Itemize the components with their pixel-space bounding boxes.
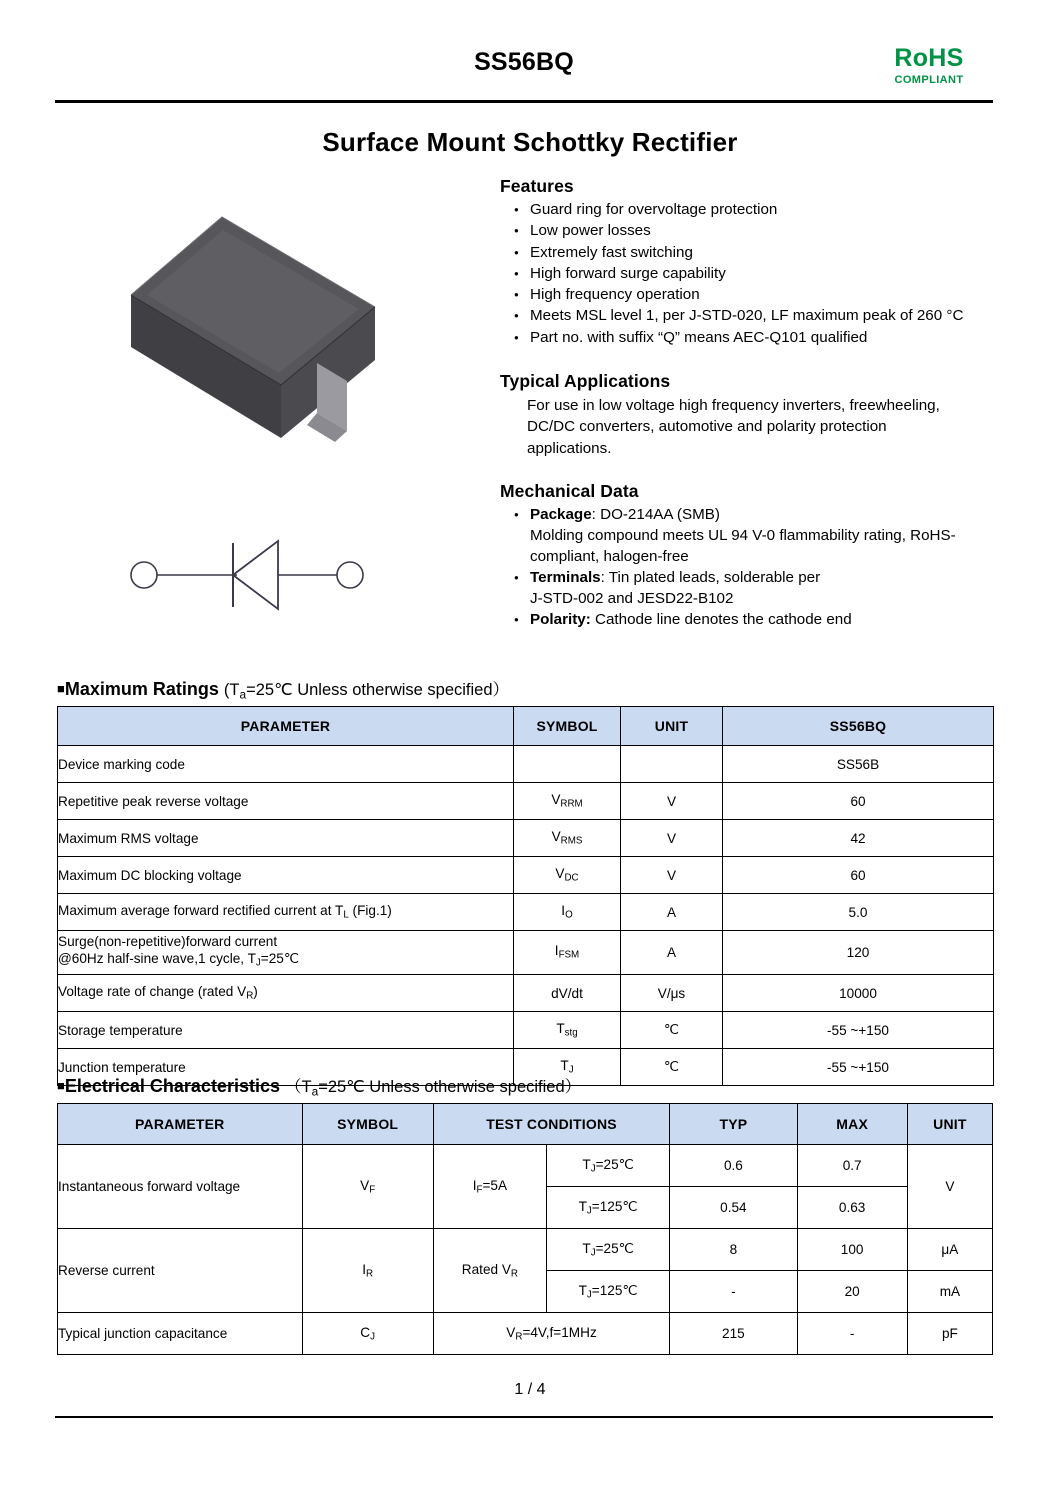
list-item: ● High frequency operation bbox=[514, 285, 970, 306]
list-item: ● Part no. with suffix “Q” means AEC-Q101 qualified bbox=[514, 328, 970, 349]
cell-unit: V bbox=[621, 783, 723, 820]
cell-value: 60 bbox=[723, 783, 994, 820]
cell-parameter: Storage temperature bbox=[58, 1012, 514, 1049]
table-row bbox=[58, 783, 994, 820]
cell-symbol: dV/dt bbox=[514, 975, 621, 1012]
table-row bbox=[58, 1229, 993, 1271]
page-title: Surface Mount Schottky Rectifier bbox=[322, 127, 738, 157]
mechanical-sep: : bbox=[600, 568, 605, 586]
cell-value: 5.0 bbox=[723, 894, 994, 931]
list-item bbox=[514, 610, 970, 631]
page-header bbox=[55, 44, 993, 100]
cell-unit: A bbox=[621, 931, 723, 975]
cell-condition: $I_F=5A$ bbox=[433, 1145, 546, 1229]
cell-parameter: Reverse current bbox=[58, 1229, 303, 1313]
rohs-logo bbox=[869, 46, 989, 86]
col-typ: TYP bbox=[670, 1104, 797, 1145]
mechanical-label: Polarity: bbox=[530, 611, 591, 629]
cell-parameter: Repetitive peak reverse voltage bbox=[58, 783, 514, 820]
col-unit: UNIT bbox=[621, 707, 723, 746]
list-item: ● Low power losses bbox=[514, 221, 970, 242]
table-header-row bbox=[58, 707, 994, 746]
table-row bbox=[58, 1012, 994, 1049]
list-item bbox=[514, 505, 970, 567]
mechanical-value: Cathode line denotes the cathode end bbox=[590, 611, 852, 629]
cell-symbol: $V_{RMS}$ bbox=[514, 820, 621, 857]
cell-unit: V bbox=[907, 1145, 992, 1229]
package-photo-do214aa bbox=[85, 195, 415, 445]
electrical-heading bbox=[57, 1073, 581, 1098]
table-row bbox=[58, 1313, 993, 1355]
col-symbol: SYMBOL bbox=[302, 1104, 433, 1145]
table-row bbox=[58, 820, 994, 857]
max-ratings-heading bbox=[57, 676, 509, 701]
part-number: SS56BQ bbox=[474, 48, 574, 76]
cell-unit: A bbox=[621, 894, 723, 931]
cell-unit: pF bbox=[907, 1313, 992, 1355]
list-item: ● Meets MSL level 1, per J-STD-020, LF maximum peak of 260 °C bbox=[514, 306, 970, 327]
cell-symbol: $C_J$ bbox=[302, 1313, 433, 1355]
cell-max: 20 bbox=[797, 1271, 907, 1313]
cell-typ: - bbox=[670, 1271, 797, 1313]
mechanical-label: Package bbox=[530, 506, 592, 524]
col-symbol: SYMBOL bbox=[514, 707, 621, 746]
cell-value: SS56B bbox=[723, 746, 994, 783]
cell-symbol: $V_{DC}$ bbox=[514, 857, 621, 894]
cell-unit: V/μs bbox=[621, 975, 723, 1012]
col-test-conditions: TEST CONDITIONS bbox=[433, 1104, 669, 1145]
cell-value: 60 bbox=[723, 857, 994, 894]
cell-unit: V bbox=[621, 857, 723, 894]
cell-value: 10000 bbox=[723, 975, 994, 1012]
cell-symbol: $I_R$ bbox=[302, 1229, 433, 1313]
cell-unit: mA bbox=[907, 1271, 992, 1313]
cell-symbol: $V_F$ bbox=[302, 1145, 433, 1229]
col-unit: UNIT bbox=[907, 1104, 992, 1145]
bullet-square-icon: ■ bbox=[57, 1078, 65, 1093]
cell-symbol: $I_O$ bbox=[514, 894, 621, 931]
bullet-square-icon: ■ bbox=[57, 681, 65, 696]
cell-unit: μA bbox=[907, 1229, 992, 1271]
header-divider bbox=[55, 100, 993, 103]
cell-parameter: Maximum average forward rectified current at $T_L$ (Fig.1) bbox=[58, 894, 514, 931]
table-row bbox=[58, 857, 994, 894]
cell-subcondition: $T_J=125℃$ bbox=[547, 1187, 670, 1229]
mechanical-sep: : bbox=[591, 506, 596, 524]
cell-value: -55 ~+150 bbox=[723, 1012, 994, 1049]
applications-heading: Typical Applications bbox=[500, 370, 671, 391]
electrical-heading-text: Electrical Characteristics bbox=[64, 1076, 280, 1096]
cell-value: -55 ~+150 bbox=[723, 1049, 994, 1086]
right-text-column bbox=[500, 176, 970, 631]
mechanical-continuation: J-STD-002 and JESD22-B102 bbox=[530, 589, 734, 607]
cell-value: 42 bbox=[723, 820, 994, 857]
cell-max: 0.63 bbox=[797, 1187, 907, 1229]
cell-parameter: Typical junction capacitance bbox=[58, 1313, 303, 1355]
cell-parameter: Instantaneous forward voltage bbox=[58, 1145, 303, 1229]
cell-subcondition: $T_J=125℃$ bbox=[547, 1271, 670, 1313]
cell-unit: ℃ bbox=[621, 1012, 723, 1049]
cell-unit: V bbox=[621, 820, 723, 857]
cell-subcondition: $T_J=25℃$ bbox=[547, 1229, 670, 1271]
cell-parameter: Maximum RMS voltage bbox=[58, 820, 514, 857]
col-max: MAX bbox=[797, 1104, 907, 1145]
features-heading: Features bbox=[500, 176, 574, 196]
cell-symbol: $T_{stg}$ bbox=[514, 1012, 621, 1049]
cell-parameter: Surge(non-repetitive)forward current @60Hz half-sine wave,1 cycle, $T_J=25℃$ bbox=[58, 931, 514, 975]
cell-subcondition: $T_J=25℃$ bbox=[547, 1145, 670, 1187]
table-row bbox=[58, 1145, 993, 1187]
cell-typ: 0.6 bbox=[670, 1145, 797, 1187]
table-row bbox=[58, 931, 994, 975]
table-row bbox=[58, 894, 994, 931]
rohs-compliant-label: COMPLIANT bbox=[894, 74, 964, 86]
list-item: ● Guard ring for overvoltage protection bbox=[514, 200, 970, 221]
cell-max: 100 bbox=[797, 1229, 907, 1271]
cell-parameter: Device marking code bbox=[58, 746, 514, 783]
cell-symbol: $T_J$ bbox=[514, 1049, 621, 1086]
cell-typ: 0.54 bbox=[670, 1187, 797, 1229]
footer-divider bbox=[55, 1416, 993, 1418]
cell-unit: ℃ bbox=[621, 1049, 723, 1086]
electrical-condition-text: （$T_a=25℃$ Unless otherwise specified） bbox=[285, 1078, 582, 1099]
cell-max: - bbox=[797, 1313, 907, 1355]
diode-symbol-diagram bbox=[125, 525, 375, 625]
max-ratings-heading-text: Maximum Ratings bbox=[64, 679, 219, 699]
electrical-characteristics-table bbox=[57, 1103, 993, 1355]
list-item: ● High forward surge capability bbox=[514, 264, 970, 285]
cell-value: 120 bbox=[723, 931, 994, 975]
max-ratings-table bbox=[57, 706, 994, 1086]
col-parameter: PARAMETER bbox=[58, 1104, 303, 1145]
max-ratings-condition-text: ($T_a=25℃$ Unless otherwise specified） bbox=[223, 681, 510, 702]
cell-parameter: Junction temperature bbox=[58, 1049, 514, 1086]
rohs-label: RoHS bbox=[894, 44, 964, 72]
cell-condition: Rated $V_R$ bbox=[433, 1229, 546, 1313]
page-number: 1 / 4 bbox=[514, 1381, 546, 1398]
mechanical-heading: Mechanical Data bbox=[500, 481, 639, 502]
mechanical-continuation: Molding compound meets UL 94 V-0 flammability rating, RoHS-compliant, halogen-free bbox=[530, 526, 956, 565]
mechanical-value: Tin plated leads, solderable per bbox=[604, 568, 821, 586]
list-item: ● Extremely fast switching bbox=[514, 243, 970, 264]
mechanical-label: Terminals bbox=[530, 568, 601, 586]
cell-parameter: Maximum DC blocking voltage bbox=[58, 857, 514, 894]
features-list bbox=[500, 200, 970, 349]
col-value: SS56BQ bbox=[723, 707, 994, 746]
list-item bbox=[514, 568, 970, 610]
cell-typ: 8 bbox=[670, 1229, 797, 1271]
cell-typ: 215 bbox=[670, 1313, 797, 1355]
cell-parameter: Voltage rate of change (rated $V_R$) bbox=[58, 975, 514, 1012]
table-row bbox=[58, 746, 994, 783]
mechanical-value: DO-214AA (SMB) bbox=[595, 506, 720, 524]
cell-symbol: $I_{FSM}$ bbox=[514, 931, 621, 975]
cell-symbol bbox=[514, 746, 621, 783]
mechanical-list bbox=[500, 505, 970, 631]
cell-max: 0.7 bbox=[797, 1145, 907, 1187]
cell-unit bbox=[621, 746, 723, 783]
cell-condition: $V_R=4V,f=1MHz$ bbox=[433, 1313, 669, 1355]
cell-symbol: $V_{RRM}$ bbox=[514, 783, 621, 820]
applications-text: For use in low voltage high frequency inverters, freewheeling, DC/DC converters, automotive and polarity protection applications. bbox=[527, 396, 940, 457]
table-header-row bbox=[58, 1104, 993, 1145]
table-row bbox=[58, 975, 994, 1012]
col-parameter: PARAMETER bbox=[58, 707, 514, 746]
